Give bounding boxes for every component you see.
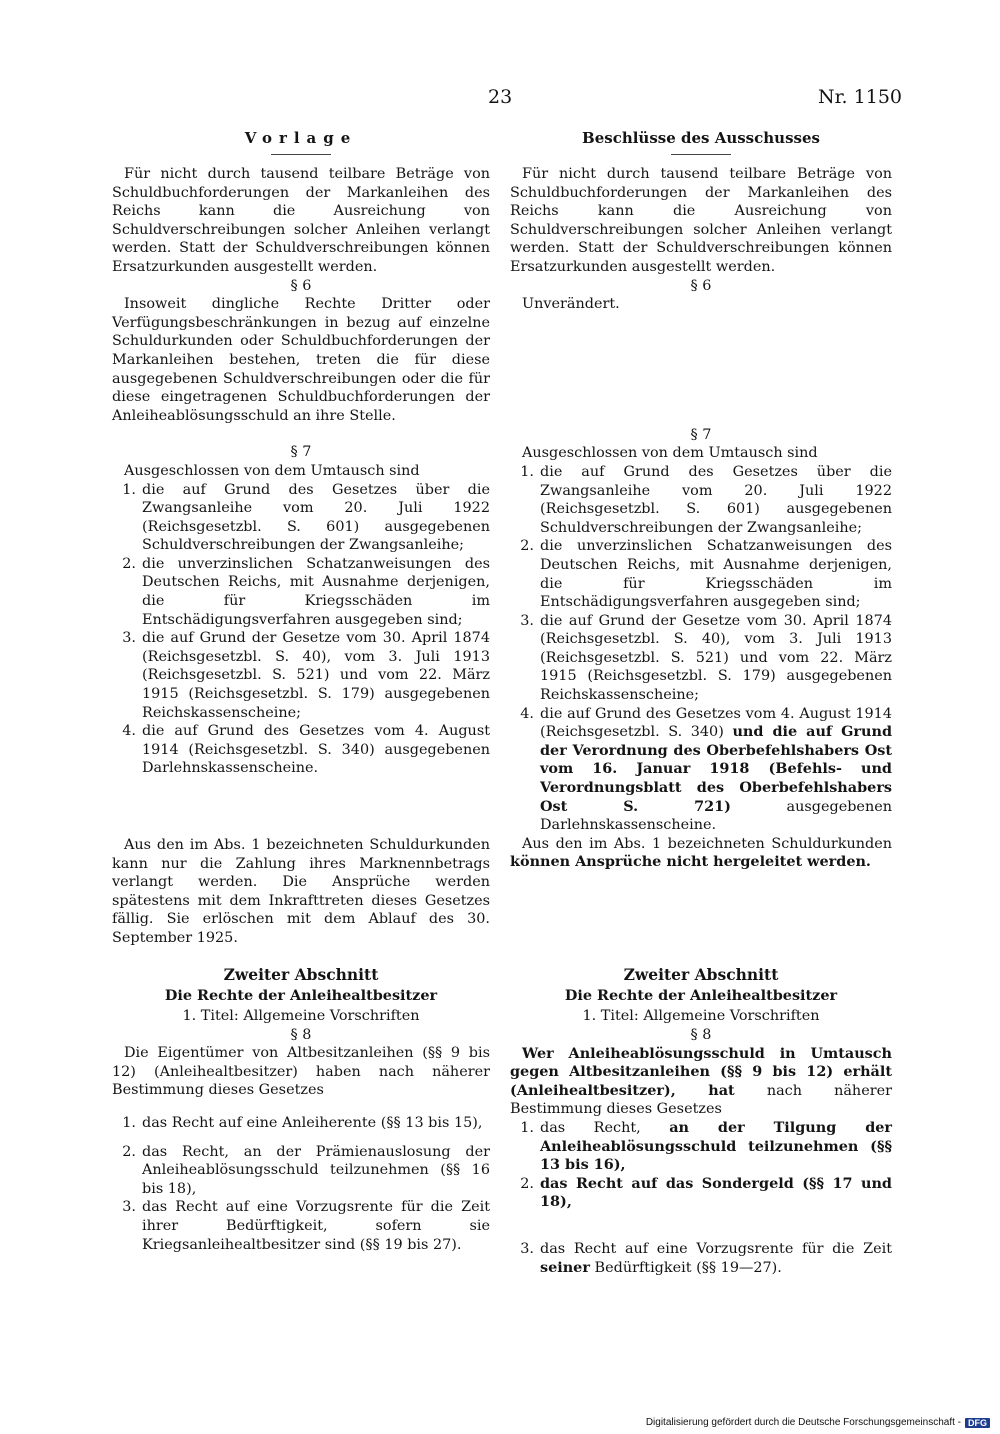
left-column: [112, 128, 490, 1254]
left-section-title: Zweiter Abschnitt: [223, 964, 379, 984]
right-s7-heading: § 7: [690, 426, 712, 443]
page-number: 23: [488, 86, 513, 108]
right-section-title: Zweiter Abschnitt: [623, 965, 779, 984]
right-s8-item: 2. das Recht auf das Sondergeld (§§ 17 und 18),: [520, 1174, 892, 1211]
right-s7-item: 4. die auf Grund des Gesetzes vom 4. August 1914 (Reichsgesetzbl. S. 340) und die auf Grund der Verordnung des Oberbefehlshabers Ost vom 16. Januar 1918 (Befehls- und Verordnungsblatt des Oberbefehlshabers Ost S. 721) ausgegebenen Darlehnskassenscheine.: [520, 705, 893, 834]
left-s7-item: 4. die auf Grund des Gesetzes vom 4. August 1914 (Reichsgesetzbl. S. 340) ausgegebenen Darlehnskassenscheine.: [122, 723, 490, 777]
right-s7-tail: Aus den im Abs. 1 bezeichneten Schuldurkunden können Ansprüche nicht hergeleitet werden.: [510, 835, 892, 871]
right-s8-item: 3. das Recht auf eine Vorzugsrente für die Zeit seiner Bedürftigkeit (§§ 19—27).: [520, 1240, 892, 1276]
left-s7-heading: § 7: [290, 444, 312, 461]
left-s8-item: 1. das Recht auf eine Anleiherente (§§ 13 bis 15),: [122, 1114, 483, 1131]
footer-text: Digitalisierung gefördert durch die Deutsche Forschungsgemeinschaft -: [645, 1417, 961, 1428]
left-titel: 1. Titel: Allgemeine Vorschriften: [182, 1007, 420, 1024]
digitization-footer: [646, 1417, 990, 1428]
amendment-bold: das Recht auf das Sondergeld (§§ 17 und 18),: [540, 1174, 892, 1211]
left-s8-intro: Die Eigentümer von Altbesitzanleihen (§§ 9 bis 12) (Anleihealtbesitzer) haben nach näherer Bestimmung dieses Gesetzes: [112, 1045, 490, 1099]
title-rule: [271, 154, 331, 155]
right-column-title: Beschlüsse des Ausschusses: [582, 129, 820, 147]
right-intro: Für nicht durch tausend teilbare Beträge von Schuldbuchforderungen der Markanleihen des Reichs kann die Ausreichung von Schuldverschreibungen solcher Anleihen verlangt werden. Statt der Schuldverschreibungen können Ersatzurkunden ausgestellt werden.: [510, 166, 892, 275]
left-s7-tail: Aus den im Abs. 1 bezeichneten Schuldurkunden kann nur die Zahlung ihres Marknennbetrags verlangt werden. Die Ansprüche werden spätestens mit dem Inkrafttreten dieses Gesetzes fällig. Sie erlöschen mit dem Ablauf des 30. September 1925.: [112, 837, 490, 946]
left-section-subtitle: Die Rechte der Anleihealtbesitzer: [164, 986, 438, 1004]
title-rule: [671, 154, 731, 155]
right-s7-item: 3. die auf Grund der Gesetze vom 30. April 1874 (Reichsgesetzbl. S. 40), vom 3. Juli 1913 (Reichsgesetzbl. S. 521) und vom 22. März 1915 (Reichsgesetzbl. S. 179) ausgegebenen Reichskassenscheine;: [520, 612, 892, 704]
left-s6-text: Insoweit dingliche Rechte Dritter oder Verfügungsbeschränkungen in bezug auf einzelne Schuldurkunden oder Schuldbuchforderungen der Markanleihen bestehen, treten die für diese ausgegebenen Schuldverschreibungen oder die für diese eingetragenen Schuldbuchforderungen der Anleiheablösungsschuld an ihre Stelle.: [112, 296, 490, 424]
right-s8-heading: § 8: [690, 1027, 712, 1043]
left-s8-item: 3. das Recht auf eine Vorzugsrente für die Zeit ihrer Bedürftigkeit, sofern sie Kriegsanleihealtbesitzer sind (§§ 19 bis 27).: [122, 1199, 490, 1253]
right-column: [510, 128, 892, 1277]
right-s7-intro: Ausgeschlossen von dem Umtausch sind: [522, 445, 818, 462]
right-section-subtitle: Die Rechte der Anleihealtbesitzer: [564, 987, 838, 1004]
right-titel: 1. Titel: Allgemeine Vorschriften: [582, 1008, 820, 1024]
left-s7-intro: Ausgeschlossen von dem Umtausch sind: [124, 462, 420, 479]
left-s7-item: 3. die auf Grund der Gesetze vom 30. April 1874 (Reichsgesetzbl. S. 40), vom 3. Juli 1913 (Reichsgesetzbl. S. 521) und vom 22. März 1915 (Reichsgesetzbl. S. 179) ausgegebenen Reichskassenscheine;: [122, 630, 490, 721]
right-s8-intro: Wer Anleiheablösungsschuld in Umtausch gegen Altbesitzanleihen (§§ 9 bis 12) erhält (Anleihealtbesitzer), hat nach näherer Bestimmung dieses Gesetzes: [510, 1044, 892, 1118]
left-s8-heading: § 8: [290, 1026, 312, 1043]
dfg-logo: DFG: [965, 1418, 990, 1428]
right-s7-item: 1. die auf Grund des Gesetzes über die Zwangsanleihe vom 20. Juli 1922 (Reichsgesetzbl. S. 601) ausgegebenen Schuldverschreibungen der Zwangsanleihe;: [520, 463, 892, 536]
left-s7-item: 1. die auf Grund des Gesetzes über die Zwangsanleihe vom 20. Juli 1922 (Reichsgesetzbl. S. 601) ausgegebenen Schuldverschreibungen der Zwangsanleihe;: [122, 481, 490, 554]
left-column-title: Vorlage: [244, 129, 358, 147]
left-intro: Für nicht durch tausend teilbare Beträge von Schuldbuchforderungen der Markanleihen des Reichs kann die Ausreichung von Schuldverschreibungen solcher Anleihen verlangt werden. Statt der Schuldverschreibungen können Ersatzurkunden ausgestellt werden.: [112, 166, 490, 275]
amendment-bold: können Ansprüche nicht hergeleitet werden.: [510, 853, 871, 871]
left-s6-heading: § 6: [290, 277, 312, 294]
right-s6-heading: § 6: [690, 277, 712, 294]
document-number: Nr. 1150: [817, 86, 902, 108]
left-s8-item: 2. das Recht, an der Prämienauslosung der Anleiheablösungsschuld teilzunehmen (§§ 16 bis 18),: [122, 1143, 490, 1197]
left-s7-item: 2. die unverzinslichen Schatzanweisungen des Deutschen Reichs, mit Ausnahme derjenigen, die für Kriegsschäden im Entschädigungsverfahren ausgegeben sind;: [122, 555, 490, 628]
amendment-bold: seiner: [540, 1258, 590, 1276]
right-s7-item: 2. die unverzinslichen Schatzanweisungen des Deutschen Reichs, mit Ausnahme derjenigen, die für Kriegsschäden im Entschädigungsverfahren ausgegeben sind;: [520, 538, 892, 611]
right-s8-item: 1. das Recht, an der Tilgung der Anleiheablösungsschuld teilzunehmen (§§ 13 bis 16),: [520, 1118, 893, 1174]
amendment-bold: und die auf Grund der Verordnung des Oberbefehlshabers Ost vom 16. Januar 1918 (Befehls- und Verordnungsblatt des Oberbefehlshabers Ost S. 721): [540, 723, 893, 815]
amendment-bold: Wer Anleiheablösungsschuld in Umtausch gegen Altbesitzanleihen (§§ 9 bis 12) erhält (Anleihealtbesitzer), hat: [510, 1044, 892, 1099]
right-s6-text: Unverändert.: [522, 296, 620, 313]
amendment-bold: an der Tilgung der Anleiheablösungsschuld teilzunehmen (§§ 13 bis 16),: [540, 1118, 893, 1174]
